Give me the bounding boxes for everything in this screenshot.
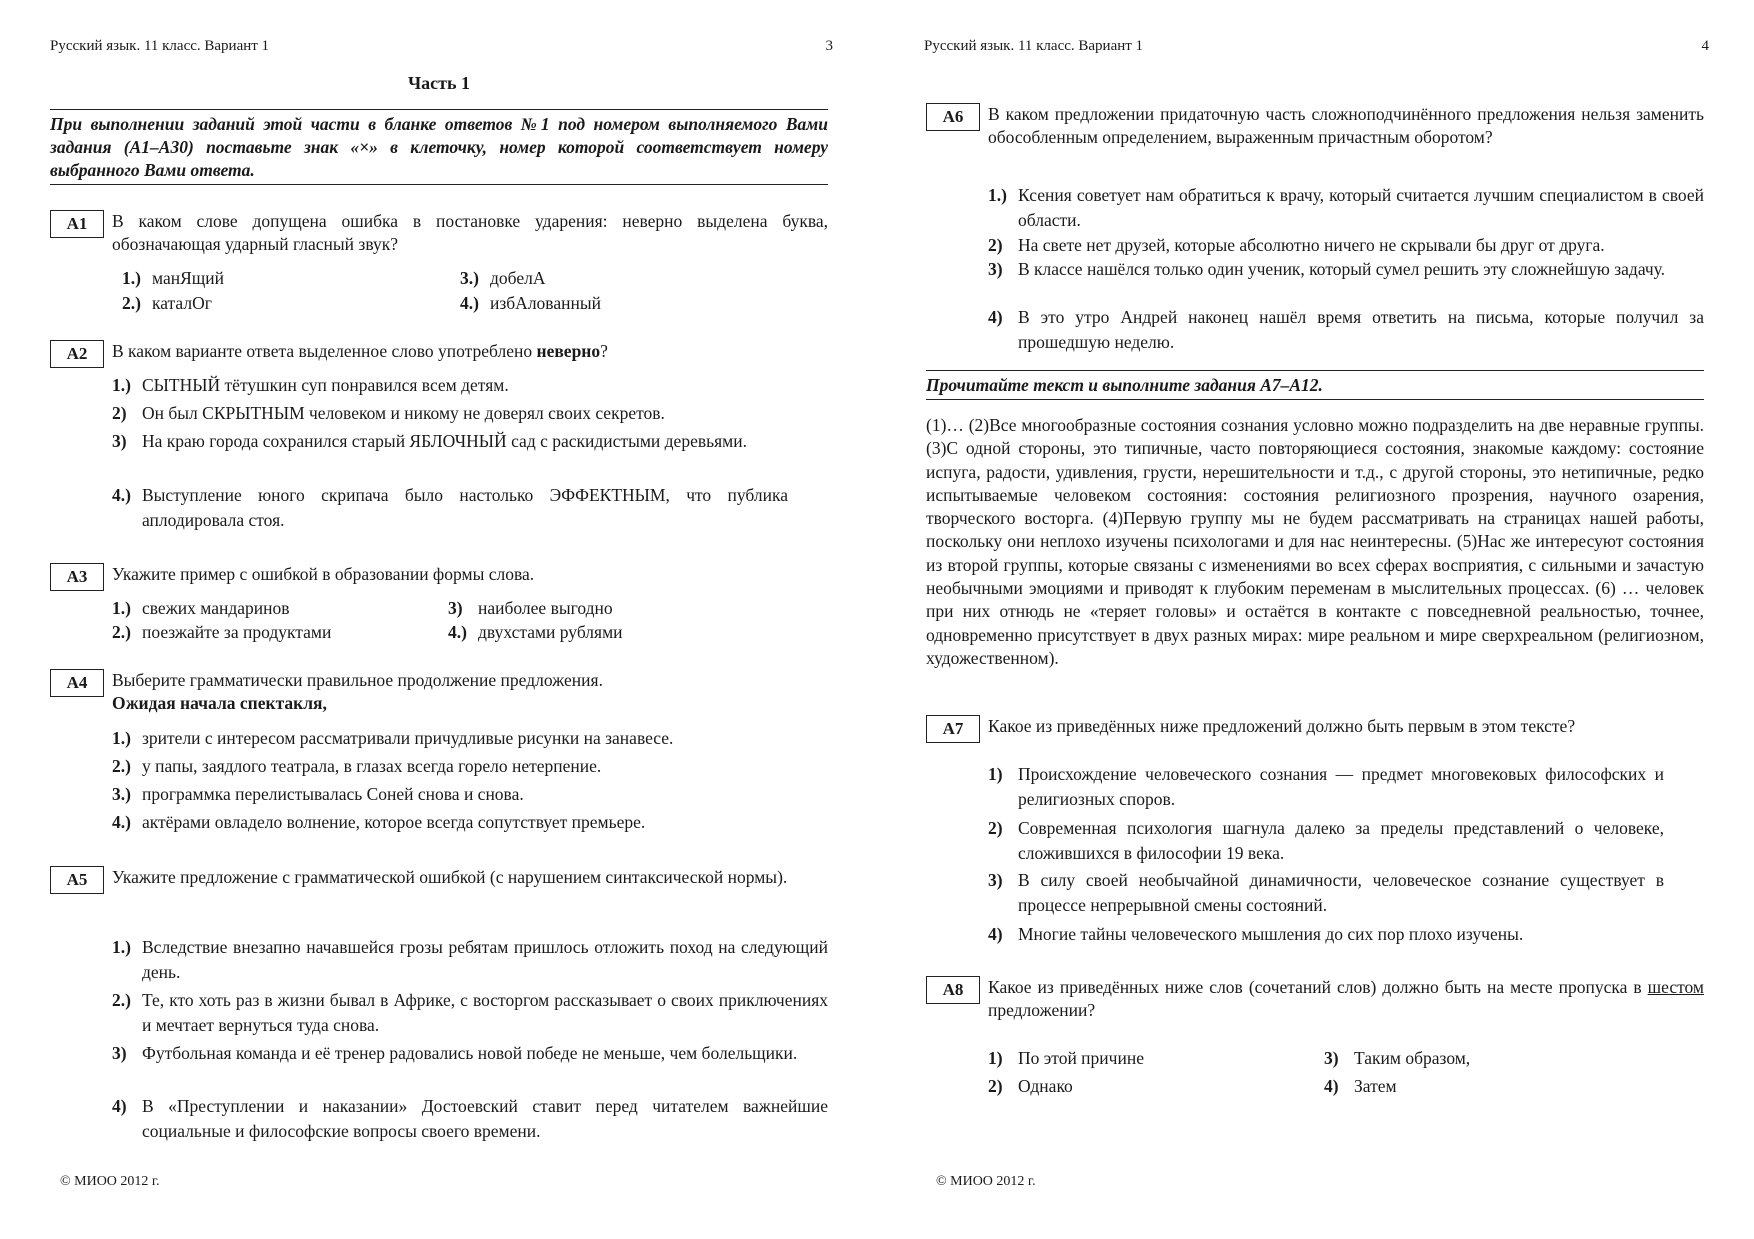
header-title: Русский язык. 11 класс. Вариант 1 [924, 38, 1144, 54]
answer-option[interactable]: 1.) Вследствие внезапно начавшейся грозы ребятам пришлось отложить поход на следующий день. [112, 937, 828, 982]
answer-option[interactable]: 1) Происхождение человеческого сознания — предмет многовековых философских и религиозных споров. [988, 764, 1664, 809]
reading-passage: (1)… (2)Все многообразные состояния сознания условно можно подразделить на две неравные группы. (3)С одной стороны, это типичные, часто повторяющиеся состояния, знакомые каждому: состояние испуга, радости, удивления, грусти, нерешительности и т.д., с другой стороны, это нетипичные, редко испытываемые человеком состояния: состояния религиозного прозрения, научного озарения, творческого восторга. (4)Первую группу мы не будем рассматривать на страницах нашей работы, поскольку они неплохо изучены психологами и для нас неинтересны. (5)Нас же интересуют состояния из второй группы, которые связаны с изменениями во всех сферах восприятия, с сильными и зачастую необычными эмоциями и приводят к глубоким переменам в мыслительных процессах. (6) … человек при них отнюдь не «теряет головы» и остаётся в контакте с повседневной реальностью, точнее, одновременно присутствует в двух разных мирах: мире реальном и мире сверхреальном (религиозном, художественном). [926, 415, 1704, 668]
page-number: 4 [1701, 38, 1709, 54]
task-number-box: А5 [50, 866, 104, 894]
sentence-stem: Ожидая начала спектакля, [112, 693, 327, 713]
answer-option[interactable]: 1.) зрители с интересом рассматривали причудливые рисунки на занавесе. [112, 728, 674, 748]
task-number-box: А2 [50, 340, 104, 368]
answer-option[interactable]: 2.) у папы, заядлого театрала, в глазах всегда горело нетерпение. [112, 756, 602, 776]
page-header [50, 38, 833, 55]
task-number-box: А1 [50, 210, 104, 238]
part-title: Часть 1 [407, 73, 471, 93]
task-question: Какое из приведённых ниже слов (сочетаний слов) должно быть на месте пропуска в шестом предложении? [988, 977, 1704, 1020]
answer-option[interactable]: 3) Футбольная команда и её тренер радовались новой победе не меньше, чем болельщики. [112, 1043, 798, 1063]
task-question: Выберите грамматически правильное продолжение предложения. Ожидая начала спектакля, [112, 669, 828, 715]
answer-option[interactable]: 4) В «Преступлении и наказании» Достоевский ставит перед читателем важнейшие социальные и философские вопросы своего времени. [112, 1096, 828, 1141]
task-question: Какое из приведённых ниже предложений должно быть первым в этом тексте? [988, 716, 1576, 736]
answer-option[interactable]: 3.) программка перелистывалась Соней снова и снова. [112, 784, 524, 804]
left-page [50, 0, 833, 1239]
task-number-box: А7 [926, 715, 980, 743]
answer-option[interactable]: 3) В классе нашёлся только один ученик, который сумел решить эту сложнейшую задачу. [988, 259, 1666, 279]
answer-option[interactable]: 2.) поезжайте за продуктами [112, 622, 332, 642]
answer-option[interactable]: 3.) добелА [460, 268, 546, 288]
right-page [924, 0, 1709, 1239]
task-question: Укажите предложение с грамматической ошибкой (с нарушением синтаксической нормы). [112, 867, 788, 887]
answer-option[interactable]: 4) Многие тайны человеческого мышления до сих пор плохо изучены. [988, 924, 1524, 944]
answer-option[interactable]: 3) Таким образом, [1324, 1048, 1471, 1068]
answer-option[interactable]: 2) Однако [988, 1076, 1073, 1096]
page-footer: © МИОО 2012 г. [936, 1174, 1036, 1189]
instruction-block: При выполнении заданий этой части в бланке ответов №1 под номером выполняемого Вами задания (А1–А30) поставьте знак «×» в клеточку, номер которой соответствует номеру выбранного Вами ответа. [50, 109, 828, 185]
task-question: Укажите пример с ошибкой в образовании формы слова. [112, 564, 535, 584]
answer-option[interactable]: 4.) избАлованный [460, 293, 601, 313]
answer-option[interactable]: 2) Современная психология шагнула далеко за пределы представлений о человеке, сложившихся в философии 19 века. [988, 818, 1664, 863]
answer-option[interactable]: 2) На свете нет друзей, которые абсолютно ничего не скрывали бы друг от друга. [988, 235, 1605, 255]
answer-option[interactable]: 4.) Выступление юного скрипача было настолько ЭФФЕКТНЫМ, что публика аплодировала стоя. [112, 485, 788, 530]
answer-option[interactable]: 3) наиболее выгодно [448, 598, 613, 618]
answer-option[interactable]: 1.) СЫТНЫЙ тётушкин суп понравился всем детям. [112, 375, 509, 395]
task-question: В каком слове допущена ошибка в постановке ударения: неверно выделена буква, обозначающая ударный гласный звук? [112, 211, 828, 254]
answer-option[interactable]: 2.) каталОг [122, 293, 212, 313]
task-question: В каком варианте ответа выделенное слово употреблено неверно? [112, 341, 608, 361]
page-header [924, 38, 1709, 55]
read-instruction: Прочитайте текст и выполните задания А7–А12. [926, 370, 1704, 400]
task-number-box: А3 [50, 563, 104, 591]
answer-option[interactable]: 1.) Ксения советует нам обратиться к врачу, который считается лучшим специалистом в своей области. [988, 185, 1704, 230]
task-number-box: А8 [926, 976, 980, 1004]
answer-option[interactable]: 4.) актёрами овладело волнение, которое всегда сопутствует премьере. [112, 812, 646, 832]
answer-option[interactable]: 3) В силу своей необычайной динамичности, человеческое сознание существует в процессе непрерывной смены состояний. [988, 870, 1664, 915]
answer-option[interactable]: 3) На краю города сохранился старый ЯБЛОЧНЫЙ сад с раскидистыми деревьями. [112, 431, 747, 451]
task-number-box: А6 [926, 103, 980, 131]
task-number-box: А4 [50, 669, 104, 697]
answer-option[interactable]: 2) Он был СКРЫТНЫМ человеком и никому не доверял своих секретов. [112, 403, 665, 423]
page-footer: © МИОО 2012 г. [60, 1174, 160, 1189]
answer-option[interactable]: 4.) двухстами рублями [448, 622, 623, 642]
answer-option[interactable]: 1) По этой причине [988, 1048, 1144, 1068]
answer-option[interactable]: 4) Затем [1324, 1076, 1397, 1096]
answer-option[interactable]: 2.) Те, кто хоть раз в жизни бывал в Африке, с восторгом рассказывает о своих приключениях и мечтает вернуться туда снова. [112, 990, 828, 1035]
header-title: Русский язык. 11 класс. Вариант 1 [50, 38, 270, 54]
answer-option[interactable]: 1.) манЯщий [122, 268, 224, 288]
task-question: В каком предложении придаточную часть сложноподчинённого предложения нельзя заменить обособленным определением, выраженным причастным оборотом? [988, 104, 1704, 147]
page-number: 3 [825, 38, 833, 54]
answer-option[interactable]: 4) В это утро Андрей наконец нашёл время ответить на письма, которые получил за прошедшую неделю. [988, 307, 1704, 352]
answer-option[interactable]: 1.) свежих мандаринов [112, 598, 290, 618]
